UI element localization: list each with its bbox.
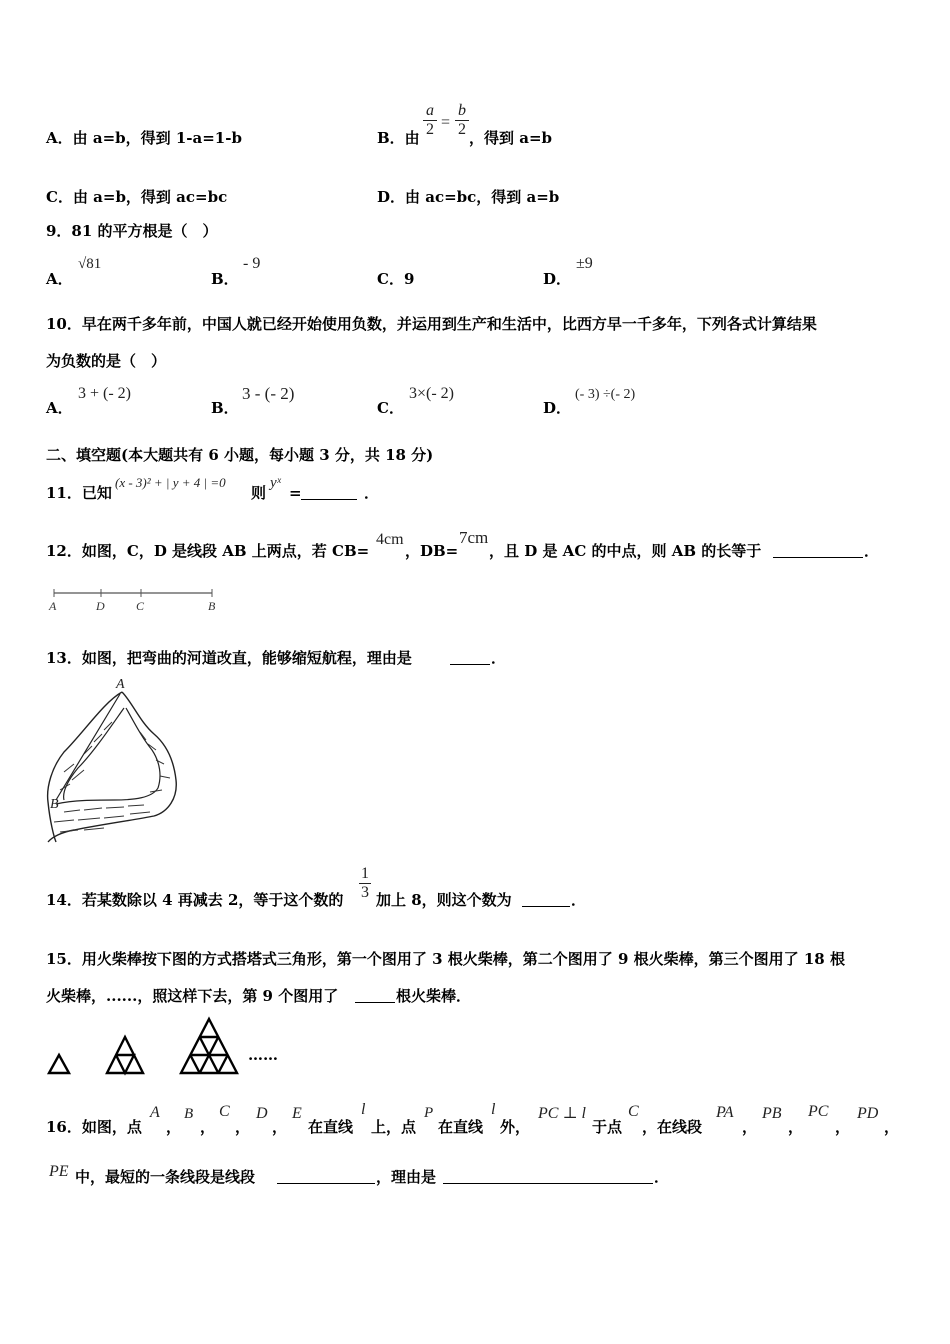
- q9-c-letter: C．9: [377, 270, 415, 288]
- q12-prefix: 12．如图，C，D 是线段 AB 上两点，若 CB=: [46, 542, 370, 560]
- q11-then: 则: [251, 484, 267, 502]
- q13-river-figure: [44, 672, 184, 850]
- q9-a-expr: √81: [78, 256, 102, 272]
- q16-seg-pb: PB: [762, 1105, 782, 1122]
- q14-suffix: 加上 8，则这个数为: [376, 891, 512, 909]
- q9-a-letter: A．: [46, 270, 73, 288]
- q16-seg-pa: PA: [716, 1104, 734, 1121]
- q8-equals: =: [441, 114, 451, 131]
- q10-b-expr: 3 - (- 2): [242, 384, 295, 403]
- q16-on-line: 在直线: [308, 1118, 354, 1136]
- q16-sep-4: ，: [272, 1118, 288, 1136]
- q10-b-letter: B．: [211, 399, 239, 417]
- q14-den: 3: [361, 884, 369, 901]
- q10-a-expr: 3 + (- 2): [78, 385, 132, 402]
- q16-point-d: D: [256, 1105, 268, 1122]
- q16-line-l-2: l: [491, 1101, 496, 1118]
- q9-d-letter: D．: [543, 270, 572, 288]
- q13-stem: 13．如图，把弯曲的河道改直，能够缩短航程，理由是: [46, 649, 412, 667]
- q16-perp: PC ⊥ l: [538, 1105, 586, 1122]
- q16-line-l: l: [361, 1101, 366, 1118]
- q16-point-b: B: [184, 1106, 194, 1122]
- q8-num-a: a: [426, 102, 434, 119]
- q12-end: ．: [864, 542, 880, 560]
- q10-c-expr: 3×(- 2): [409, 385, 455, 402]
- q8-fraction-a: [423, 102, 437, 139]
- q8-den-a: 2: [426, 121, 434, 138]
- q10-stem-line2: 为负数的是（ ）: [46, 352, 167, 370]
- q8-num-b: b: [458, 102, 466, 119]
- q16-sep-2: ，: [200, 1118, 216, 1136]
- q10-a-letter: A．: [46, 399, 73, 417]
- q15-triangle-figure-3: [178, 1016, 240, 1076]
- q11-equals: =: [289, 484, 302, 502]
- q12-label-b: B: [208, 599, 216, 613]
- q12-db-label: ，DB=: [405, 542, 459, 560]
- q16-point-a: A: [150, 1104, 160, 1121]
- q16-point-c: C: [219, 1103, 230, 1120]
- q8-den-b: 2: [458, 121, 466, 138]
- q9-d-expr: ±9: [576, 255, 593, 272]
- q16-seg-pe: PE: [49, 1163, 69, 1180]
- q9-b-letter: B．: [211, 270, 239, 288]
- q10-d-expr: (- 3) ÷(- 2): [575, 387, 636, 402]
- q8-option-d: D．由 ac=bc，得到 a=b: [377, 188, 560, 206]
- q8-option-b-prefix: B．由: [377, 129, 420, 147]
- q14-fraction: [359, 865, 371, 902]
- q14-prefix: 14．若某数除以 4 再减去 2，等于这个数的: [46, 891, 344, 909]
- q13-label-b: B: [50, 797, 59, 812]
- q12-db-value: 7cm: [459, 528, 489, 547]
- q16-answer-blank-2[interactable]: [443, 1168, 653, 1186]
- q16-sep-6: ，: [788, 1118, 804, 1136]
- q16-point-p: P: [424, 1105, 434, 1121]
- q16-off-line: 在直线: [438, 1118, 484, 1136]
- q16-foot: 于点: [592, 1118, 623, 1136]
- q16-answer-blank-1[interactable]: [277, 1168, 375, 1186]
- q16-line2-mid: 中，最短的一条线段是线段: [75, 1168, 256, 1186]
- q8-option-b-suffix: ，得到 a=b: [469, 129, 552, 147]
- q8-option-a: A．由 a=b，得到 1-a=1-b: [46, 129, 242, 147]
- q15-stem-line1: 15．用火柴棒按下图的方式搭塔式三角形，第一个图用了 3 根火柴棒，第二个图用了 9 根火柴棒，第三个图用了 18 根: [46, 950, 845, 968]
- q15-ellipsis: ……: [248, 1046, 278, 1064]
- q12-cb-value: 4cm: [376, 531, 404, 548]
- q15-stem-line2: 火柴棒，......，照这样下去，第 9 个图用了: [46, 987, 339, 1005]
- q13-end: ．: [491, 649, 507, 667]
- q14-num: 1: [361, 865, 369, 882]
- q15-triangle-figure-1: [46, 1052, 72, 1076]
- q16-sep-8: ，: [884, 1118, 900, 1136]
- q11-prefix: 11．已知: [46, 484, 112, 502]
- q16-seg-pc: PC: [808, 1103, 829, 1120]
- q16-point-e: E: [292, 1105, 302, 1122]
- q9-b-expr: - 9: [243, 255, 261, 272]
- q16-on: 上，点: [371, 1118, 417, 1136]
- q16-sep-3: ，: [235, 1118, 251, 1136]
- q15-stem-line2-end: 根火柴棒．: [396, 987, 472, 1005]
- q13-label-a: A: [116, 677, 125, 692]
- q11-answer-blank[interactable]: [301, 484, 357, 502]
- q16-seg-pd: PD: [857, 1105, 879, 1122]
- q12-suffix: ，且 D 是 AC 的中点，则 AB 的长等于: [489, 542, 762, 560]
- q16-sep-5: ，: [742, 1118, 758, 1136]
- q8-fraction-b: [455, 102, 469, 139]
- q12-segment-figure: [44, 585, 224, 617]
- q16-end: ．: [654, 1168, 670, 1186]
- section2-title: 二、填空题(本大题共有 6 小题，每小题 3 分，共 18 分): [46, 446, 434, 464]
- q11-end: ．: [364, 484, 380, 502]
- q16-seg-label: ，在线段: [642, 1118, 703, 1136]
- q12-answer-blank[interactable]: [773, 542, 863, 560]
- q12-label-c: C: [136, 599, 145, 613]
- q16-sep-1: ，: [166, 1118, 182, 1136]
- q11-equation: (x - 3)² + | y + 4 | =0: [115, 475, 226, 490]
- q12-label-d: D: [96, 599, 105, 613]
- q14-answer-blank[interactable]: [522, 891, 570, 909]
- q10-stem-line1: 10．早在两千多年前，中国人就已经开始使用负数，并运用到生产和生活中，比西方早一千多年，下列各式计算结果: [46, 315, 817, 333]
- q16-prefix: 16．如图，点: [46, 1118, 142, 1136]
- q15-answer-blank[interactable]: [355, 987, 395, 1005]
- q15-triangle-figure-2: [104, 1034, 146, 1076]
- q8-option-c: C．由 a=b，得到 ac=bc: [46, 188, 228, 206]
- q14-end: ．: [571, 891, 587, 909]
- q11-power: yˣ: [270, 475, 281, 491]
- q10-c-letter: C．: [377, 399, 404, 417]
- q10-d-letter: D．: [543, 399, 572, 417]
- q16-sep-7: ，: [835, 1118, 851, 1136]
- q13-answer-blank[interactable]: [450, 649, 490, 667]
- q16-outside: 外，: [500, 1118, 531, 1136]
- q16-point-c-2: C: [628, 1103, 639, 1120]
- q12-label-a: A: [49, 599, 57, 613]
- q16-reason-label: ，理由是: [376, 1168, 437, 1186]
- q9-stem: 9．81 的平方根是（ ）: [46, 222, 218, 240]
